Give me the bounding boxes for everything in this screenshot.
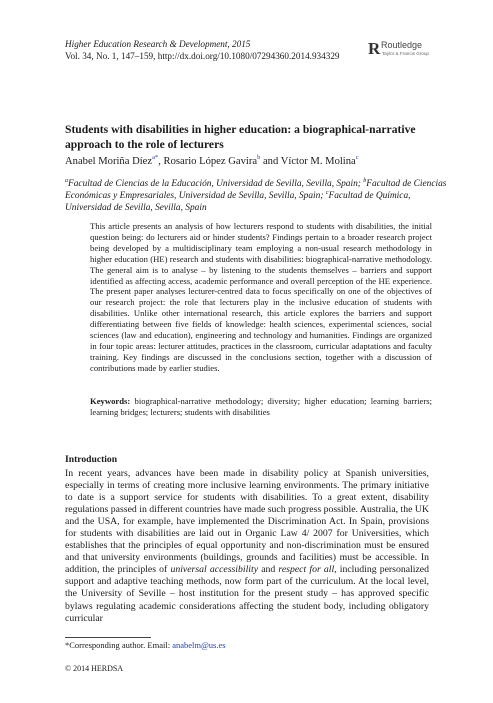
affiliation-marker: b <box>363 178 367 184</box>
author-name: Anabel Moriña Díez <box>65 156 153 167</box>
footnote-text: *Corresponding author. Email: <box>65 640 173 650</box>
article-title: Students with disabilities in higher education: a biographical-narrative approach to the role of lecturers <box>65 123 416 151</box>
author-name: Rosario López Gavira <box>163 156 258 167</box>
keywords <box>90 396 432 418</box>
emphasis-text: respect for all <box>278 564 335 576</box>
keywords-label: Keywords: <box>90 396 131 406</box>
affiliation-text: Facultad de Química, Universidad de Sevilla, Sevilla, Spain <box>65 190 411 213</box>
author-separator: , <box>158 156 164 167</box>
keywords-text: biographical-narrative methodology; diversity; higher education; learning barriers; learning bridges; lecturers; students with disabilities <box>90 396 433 417</box>
affiliation-text: Facultad de Ciencias Económicas y Empresariales, Universidad de Sevilla, Sevilla, Spain; <box>65 179 447 201</box>
paragraph-text: and <box>258 564 279 576</box>
introduction-paragraph <box>65 468 429 625</box>
journal-name: Higher Education Research & Development, 2015 <box>65 39 251 49</box>
affiliations <box>65 179 447 214</box>
copyright-notice: © 2014 HERDSA <box>65 664 124 673</box>
paragraph-text: , including personalized support and adaptive teaching methods, now form part of the curriculum. At the local level, the University of Seville – host institution for the present study – has approved specific bylaws regulating academic considerations affecting the student body, including obligatory curricular <box>65 564 429 624</box>
routledge-logo-icon: R <box>368 39 381 58</box>
author-name: Víctor M. Molina <box>280 156 356 167</box>
emphasis-text: universal accessibility <box>170 564 259 576</box>
author-list <box>65 155 445 169</box>
footnote-divider <box>65 637 151 638</box>
corresponding-author-footnote <box>65 640 226 651</box>
author-affiliation-marker[interactable]: b <box>257 154 261 161</box>
publisher-name: Routledge <box>381 40 423 50</box>
author-email-link[interactable]: anabelm@us.es <box>172 640 226 650</box>
paragraph-text: In recent years, advances have been made in disability policy at Spanish universities, especially in terms of creating more inclusive learning environments. The primary initiative to date is a support service for students with disabilities. To a great extent, disability regulations passed in different countries have made such progress possible. Australia, the UK and the USA, for example, have implemented the Discrimination Act. In Spain, provisions for students with disabilities are laid out in Organic Law 4/ 2007 for Universities, which establishes that the principles of equal opportunity and non-discrimination must be ensured and that university environments (buildings, grounds and facilities) must be accessible. In addition, the principles of <box>65 468 429 576</box>
affiliation-marker: a <box>65 178 68 184</box>
publisher-logo <box>368 38 450 64</box>
section-heading: Introduction <box>65 454 118 465</box>
affiliation-text: Facultad de Ciencias de la Educación, Universidad de Sevilla, Sevilla, Spain; <box>68 179 364 189</box>
abstract: This article presents an analysis of how lecturers respond to students with disabilities, the initial question being: do lecturers aid or hinder students? Findings pertain to a broader research project being developed by a multidisciplinary team employing a non-usual research methodology in higher education (HE) research and students with disabilities: biographical-narrative methodology. The general aim is to analyse – by listening to the students themselves – barriers and support identified as affecting access, academic performance and overall perception of the HE experience. The present paper analyses lecturer-centred data to focus specifically on one of the objectives of our research project: the role that lecturers play in the inclusive education of students with disabilities. Unlike other international research, this article explores the barriers and support differentiating between five fields of knowledge: health sciences, experimental sciences, social sciences (law and education), engineering and technology and humanities. Findings are organized in four topic areas: lecturer attitudes, practices in the classroom, curricular adaptations and faculty training. Key findings are discussed in the conclusions section, together with a discussion of contributions made by earlier studies. <box>90 221 432 373</box>
citation-line: Vol. 34, No. 1, 147–159, http://dx.doi.org/10.1080/07294360.2014.934329 <box>65 51 340 61</box>
author-affiliation-marker[interactable]: a* <box>152 154 159 161</box>
author-affiliation-marker[interactable]: c <box>355 154 359 161</box>
publisher-group: Taylor & Francis Group <box>382 51 429 56</box>
affiliation-marker: c <box>325 189 329 196</box>
author-separator: and <box>260 156 281 167</box>
